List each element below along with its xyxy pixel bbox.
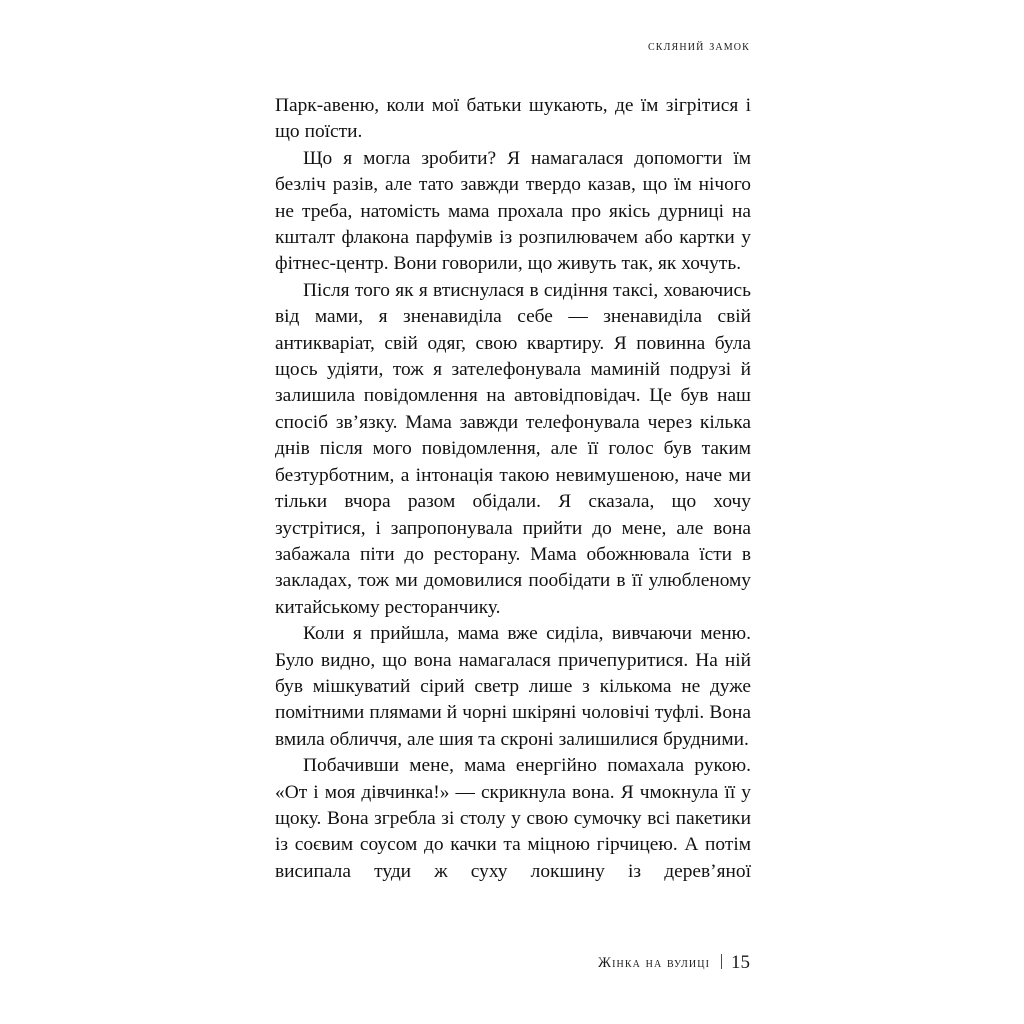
paragraph: Парк-авеню, коли мої батьки шукають, де їм зігрітися і що поїсти. bbox=[275, 95, 751, 143]
paragraph: Після того як я втиснулася в сидіння таксі, ховаючись від мами, я зненавиділа себе — зненавиділа свій антикваріат, свій одяг, свою квартиру. Я повинна була щось удіяти, тож я зателефонувала маминій подрузі й залишила повідомлення на автовідповідач. Це був наш спосіб зв’язку. Мама завжди телефонувала через кілька днів після мого повідомлення, але її голос був таким безтурботним, а інтонація такою невимушеною, наче ми тільки вчора разом обідали. Я сказала, що хочу зустрітися, і запропонувала прийти до мене, але вона забажала піти до ресторану. Мама обожнювала їсти в закладах, тож ми домовилися пообідати в її улюбленому китайському ресторанчику. bbox=[275, 279, 751, 618]
running-head-title: скляний замок bbox=[647, 38, 750, 54]
page-footer bbox=[275, 952, 750, 974]
footer-separator-rule bbox=[721, 954, 722, 969]
paragraph: Побачивши мене, мама енергійно помахала рукою. «От і моя дівчинка!» — скрикнула вона. Я чмокнула її у щоку. Вона згребла зі столу у свою сумочку всі пакетики із соєвим соусом до качки та міцною гірчицею. А потім висипала туди ж суху локшину із дерев’яної bbox=[275, 755, 751, 882]
paragraph: Коли я прийшла, мама вже сиділа, вивчаючи меню. Було видно, що вона намагалася причепуритися. На ній був мішкуватий сірий светр лише з кількома не дуже помітними плямами й чорні шкіряні чоловічі туфлі. Вона вмила обличчя, але шия та скроні залишилися брудними. bbox=[275, 623, 751, 750]
paragraph: Що я могла зробити? Я намагалася допомогти їм безліч разів, але тато завжди твердо казав, що їм нічого не треба, натомість мама прохала про якісь дурниці на кшталт флакона парфумів із розпилювачем або картки у фітнес-центр. Вони говорили, що живуть так, як хочуть. bbox=[275, 147, 751, 275]
body-text-block bbox=[275, 93, 751, 885]
page-number: 15 bbox=[731, 952, 750, 973]
footer-chapter-title: Жінка на вулиці bbox=[598, 955, 710, 971]
